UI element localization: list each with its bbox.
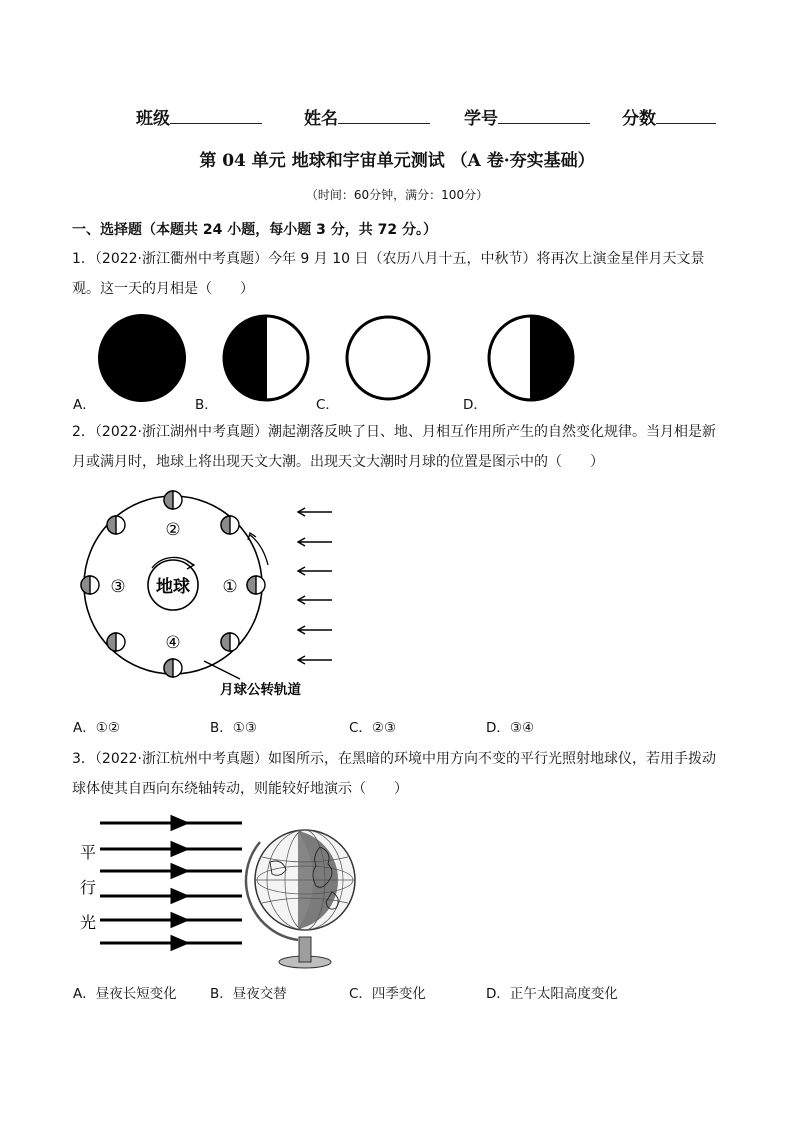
orbit-label: 月球公转轨道 bbox=[220, 682, 301, 698]
earth-label: 地球 bbox=[156, 577, 190, 597]
globe-parallel-light-figure bbox=[70, 812, 370, 972]
q1-option-a[interactable]: A． bbox=[73, 397, 96, 413]
name-blank[interactable] bbox=[338, 107, 430, 124]
position-1-label: ① bbox=[222, 577, 238, 597]
score-field[interactable]: 分数 bbox=[622, 104, 716, 129]
moon-bottom bbox=[164, 659, 182, 677]
time-info: （时间：60分钟，满分：100分） bbox=[305, 188, 489, 202]
parallel-light-arrows bbox=[100, 817, 242, 949]
q1-option-d[interactable]: D． bbox=[463, 397, 487, 413]
position-3-label: ③ bbox=[110, 577, 126, 597]
page-title: 第 04 单元 地球和宇宙单元测试 （A 卷·夯实基础） bbox=[199, 151, 595, 171]
score-blank[interactable] bbox=[656, 107, 716, 124]
q3-option-d[interactable]: D．正午太阳高度变化 bbox=[486, 986, 618, 1002]
light-label-2: 行 bbox=[80, 878, 97, 897]
moon-top-right bbox=[221, 516, 239, 534]
id-blank[interactable] bbox=[498, 107, 590, 124]
section-heading: 一、选择题（本题共 24 小题，每小题 3 分，共 72 分。） bbox=[72, 222, 437, 238]
q2-option-b[interactable]: B．①③ bbox=[210, 720, 257, 736]
q1-option-c[interactable]: C． bbox=[316, 397, 339, 413]
moon-phase-a-icon bbox=[99, 315, 185, 401]
moon-orbit-diagram bbox=[60, 485, 360, 705]
moon-top bbox=[164, 491, 182, 509]
position-4-label: ④ bbox=[165, 633, 181, 653]
globe-icon bbox=[246, 830, 355, 968]
question-3-text: 3．（2022·浙江杭州中考真题）如图所示，在黑暗的环境中用方向不变的平行光照射地球仪，若用手拨动球体使其自西向东绕轴转动，则能较好地演示（ ） bbox=[72, 751, 716, 797]
sunlight-arrows bbox=[298, 508, 332, 664]
q3-option-c[interactable]: C．四季变化 bbox=[349, 986, 426, 1002]
q3-option-a[interactable]: A．昼夜长短变化 bbox=[73, 986, 177, 1002]
question-1-text: 1．（2022·浙江衢州中考真题）今年 9 月 10 日（农历八月十五，中秋节）将再次上演金星伴月天文景观。这一天的月相是（ ） bbox=[72, 251, 705, 297]
question-2-text: 2．（2022·浙江湖州中考真题）潮起潮落反映了日、地、月相互作用所产生的自然变化规律。当月相是新月或满月时，地球上将出现天文大潮。出现天文大潮时月球的位置是图示中的（ ） bbox=[72, 424, 716, 470]
class-blank[interactable] bbox=[170, 107, 262, 124]
q2-option-d[interactable]: D．③④ bbox=[486, 720, 535, 736]
light-label-1: 平 bbox=[80, 843, 97, 862]
moon-left bbox=[81, 576, 99, 594]
moon-bottom-left bbox=[107, 633, 125, 651]
q2-option-c[interactable]: C．②③ bbox=[349, 720, 397, 736]
class-field[interactable]: 班级 bbox=[136, 104, 262, 129]
q2-option-a[interactable]: A．①② bbox=[73, 720, 120, 736]
name-field[interactable]: 姓名 bbox=[304, 104, 430, 129]
moon-phase-d-icon bbox=[489, 316, 573, 400]
light-label-3: 光 bbox=[80, 913, 97, 932]
moon-bottom-right bbox=[221, 633, 239, 651]
moon-top-left bbox=[107, 516, 125, 534]
position-2-label: ② bbox=[165, 520, 181, 540]
q1-option-b[interactable]: B． bbox=[195, 397, 218, 413]
moon-right bbox=[247, 576, 265, 594]
q3-option-b[interactable]: B．昼夜交替 bbox=[210, 986, 287, 1002]
student-id-field[interactable]: 学号 bbox=[464, 104, 590, 129]
moon-phase-c-icon bbox=[347, 317, 429, 399]
moon-phase-b-icon bbox=[224, 316, 308, 400]
